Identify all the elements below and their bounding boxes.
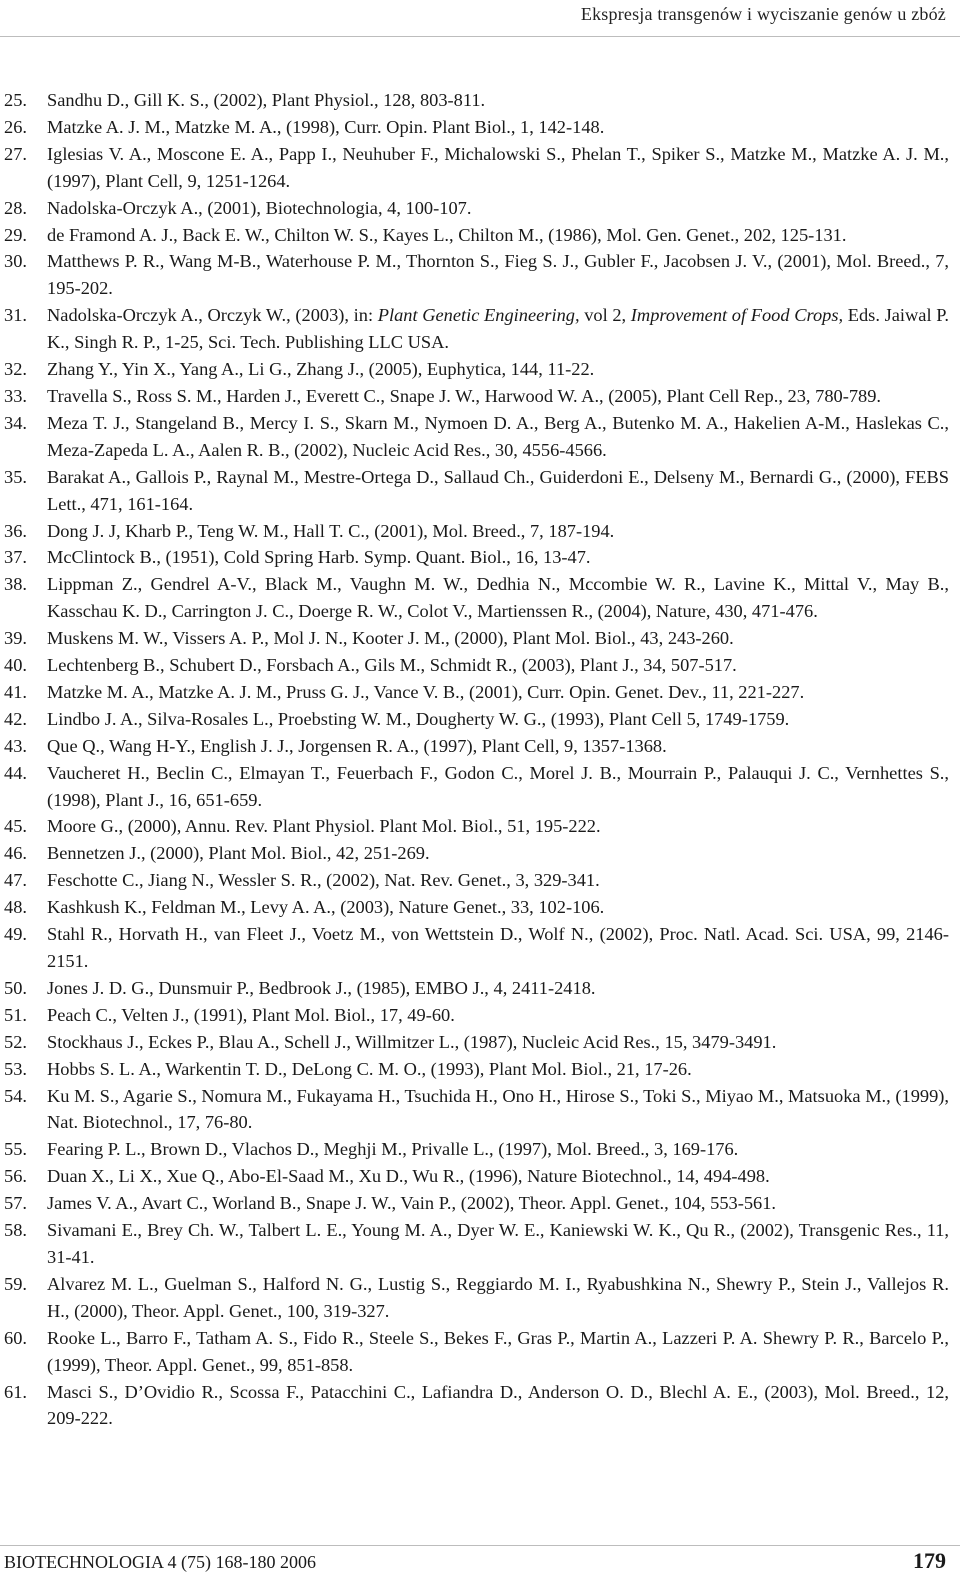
reference-number: 30. — [4, 251, 27, 272]
reference-number: 50. — [4, 977, 27, 998]
reference-item — [4, 1190, 949, 1217]
reference-text: Sivamani E., Brey Ch. W., Talbert L. E., Young M. A., Dyer W. E., Kaniewski W. K., Qu R., (2002), Transgenic Res., 11, 31-41. — [47, 1220, 949, 1267]
reference-text: Vaucheret H., Beclin C., Elmayan T., Feuerbach F., Godon C., Morel J. B., Mourrain P., Palauqui J. C., Vernhettes S., (1998), Plant J., 16, 651-659. — [47, 762, 949, 810]
reference-text: Matzke A. J. M., Matzke M. A., (1998), Curr. Opin. Plant Biol., 1, 142-148. — [47, 116, 605, 137]
reference-item — [4, 518, 949, 545]
reference-number: 61. — [4, 1381, 27, 1402]
reference-number: 38. — [4, 574, 27, 595]
reference-number: 55. — [4, 1139, 27, 1160]
reference-text: Alvarez M. L., Guelman S., Halford N. G., Lustig S., Reggiardo M. I., Ryabushkina N., Shewry P., Stein J., Vallejos R. H., (2000), Theor. Appl. Genet., 100, 319-327. — [47, 1273, 949, 1321]
reference-item — [4, 571, 949, 625]
reference-text-volume: vol 2, — [579, 305, 631, 326]
reference-item — [4, 114, 949, 141]
reference-text: Rooke L., Barro F., Tatham A. S., Fido R., Steele S., Bekes F., Gras P., Martin A., Lazzeri P. A. Shewry P. R., Barcelo P., (1999), Theor. Appl. Genet., 99, 851-858. — [47, 1327, 949, 1375]
reference-text: James V. A., Avart C., Worland B., Snape J. W., Vain P., (2002), Theor. Appl. Genet., 104, 553-561. — [47, 1193, 777, 1214]
page-number: 179 — [913, 1548, 946, 1573]
reference-number: 43. — [4, 735, 27, 756]
reference-number: 60. — [4, 1327, 27, 1348]
reference-number: 35. — [4, 466, 27, 487]
reference-text: Lippman Z., Gendrel A-V., Black M., Vaughn M. W., Dedhia N., Mccombie W. R., Lavine K., Mittal V., May B., Kasschau K. D., Carrington J. C., Doerge R. W., Colot V., Martienssen R., (2004), Nature, 430, 471-476. — [47, 574, 949, 622]
reference-item — [4, 760, 949, 814]
reference-item — [4, 222, 949, 249]
reference-item — [4, 652, 949, 679]
reference-number: 53. — [4, 1058, 27, 1079]
reference-item — [4, 87, 949, 114]
reference-text: Duan X., Li X., Xue Q., Abo-El-Saad M., Xu D., Wu R., (1996), Nature Biotechnol., 14, 494-498. — [47, 1166, 770, 1187]
header-divider — [0, 36, 960, 37]
reference-text: Zhang Y., Yin X., Yang A., Li G., Zhang J., (2005), Euphytica, 144, 11-22. — [47, 359, 595, 380]
reference-item — [4, 1056, 949, 1083]
reference-item — [4, 1002, 949, 1029]
reference-number: 25. — [4, 90, 27, 110]
reference-text: Lindbo J. A., Silva-Rosales L., Proebsting W. M., Dougherty W. G., (1993), Plant Cell 5, 1749-1759. — [47, 708, 790, 729]
reference-text: Nadolska-Orczyk A., (2001), Biotechnologia, 4, 100-107. — [47, 197, 472, 218]
reference-number: 36. — [4, 520, 27, 541]
reference-item — [4, 1163, 949, 1190]
reference-item — [4, 867, 949, 894]
book-title: Plant Genetic Engineering, — [377, 305, 580, 326]
reference-list — [4, 87, 949, 1432]
reference-number: 37. — [4, 547, 27, 568]
reference-text: Travella S., Ross S. M., Harden J., Everett C., Snape J. W., Harwood W. A., (2005), Plant Cell Rep., 23, 780-789. — [47, 385, 882, 406]
reference-number: 31. — [4, 305, 27, 326]
reference-item — [4, 248, 949, 302]
reference-number: 59. — [4, 1273, 27, 1294]
reference-text: Sandhu D., Gill K. S., (2002), Plant Physiol., 128, 803-811. — [47, 90, 486, 110]
reference-number: 26. — [4, 116, 27, 137]
reference-number: 58. — [4, 1220, 27, 1241]
reference-text: Iglesias V. A., Moscone E. A., Papp I., Neuhuber F., Michalowski S., Phelan T., Spiker S., Matzke M., Matzke A. J. M., (1997), Plant Cell, 9, 1251-1264. — [47, 143, 949, 191]
reference-item — [4, 464, 949, 518]
reference-item — [4, 1325, 949, 1379]
reference-item — [4, 921, 949, 975]
reference-text: de Framond A. J., Back E. W., Chilton W. S., Kayes L., Chilton M., (1986), Mol. Gen. Genet., 202, 125-131. — [47, 224, 847, 245]
reference-text: Hobbs S. L. A., Warkentin T. D., DeLong C. M. O., (1993), Plant Mol. Biol., 21, 17-26. — [47, 1058, 692, 1079]
reference-text: Lechtenberg B., Schubert D., Forsbach A., Gils M., Schmidt R., (2003), Plant J., 34, 507-517. — [47, 655, 737, 676]
reference-text: Feschotte C., Jiang N., Wessler S. R., (2002), Nat. Rev. Genet., 3, 329-341. — [47, 870, 600, 891]
reference-item — [4, 894, 949, 921]
reference-number: 51. — [4, 1004, 27, 1025]
reference-item — [4, 1271, 949, 1325]
reference-item — [4, 813, 949, 840]
reference-number: 32. — [4, 359, 27, 380]
reference-text: Fearing P. L., Brown D., Vlachos D., Meghji M., Privalle L., (1997), Mol. Breed., 3, 169-176. — [47, 1139, 739, 1160]
reference-item — [4, 1379, 949, 1433]
reference-text: Peach C., Velten J., (1991), Plant Mol. Biol., 17, 49-60. — [47, 1004, 455, 1025]
reference-item — [4, 1217, 949, 1271]
reference-number: 27. — [4, 143, 27, 164]
reference-number: 41. — [4, 681, 27, 702]
reference-text-prefix: Nadolska-Orczyk A., Orczyk W., (2003), in: — [47, 305, 378, 326]
book-subtitle: Improvement of Food Crops, — [630, 305, 844, 326]
reference-number: 33. — [4, 385, 27, 406]
reference-item — [4, 356, 949, 383]
reference-number: 48. — [4, 897, 27, 918]
reference-item — [4, 706, 949, 733]
reference-number: 44. — [4, 762, 27, 783]
reference-item — [4, 410, 949, 464]
reference-number: 29. — [4, 224, 27, 245]
reference-number: 47. — [4, 870, 27, 891]
reference-item — [4, 840, 949, 867]
reference-text: Meza T. J., Stangeland B., Mercy I. S., Skarn M., Nymoen D. A., Berg A., Butenko M. A., Hakelien A-M., Haslekas C., Meza-Zapeda L. A., Aalen R. B., (2002), Nucleic Acid Res., 30, 4556-4566. — [47, 412, 949, 460]
reference-text: Ku M. S., Agarie S., Nomura M., Fukayama H., Tsuchida H., Ono H., Hirose S., Toki S., Miyao M., Matsuoka M., (1999), Nat. Biotechnol., 17, 76-80. — [47, 1085, 949, 1133]
running-title: Ekspresja transgenów i wyciszanie genów u zbóż — [580, 4, 946, 24]
reference-text: Dong J. J, Kharb P., Teng W. M., Hall T. C., (2001), Mol. Breed., 7, 187-194. — [47, 520, 615, 541]
reference-text: Matzke M. A., Matzke A. J. M., Pruss G. J., Vance V. B., (2001), Curr. Opin. Genet. Dev., 11, 221-227. — [47, 681, 805, 702]
reference-text: Masci S., D’Ovidio R., Scossa F., Patacchini C., Lafiandra D., Anderson O. D., Blechl A. E., (2003), Mol. Breed., 12, 209-222. — [47, 1381, 949, 1429]
reference-item — [4, 1029, 949, 1056]
reference-number: 54. — [4, 1085, 27, 1106]
reference-item — [4, 1136, 949, 1163]
reference-number: 46. — [4, 843, 27, 864]
reference-text: Jones J. D. G., Dunsmuir P., Bedbrook J., (1985), EMBO J., 4, 2411-2418. — [47, 977, 596, 998]
reference-item — [4, 544, 949, 571]
reference-number: 40. — [4, 655, 27, 676]
reference-text: Matthews P. R., Wang M-B., Waterhouse P. M., Thornton S., Fieg S. J., Gubler F., Jacobsen J. V., (2001), Mol. Breed., 7, 195-202. — [47, 251, 949, 299]
reference-text-suffix: Eds. Jaiwal P. K., Singh R. P., 1-25, Sci. Tech. Publishing LLC USA. — [47, 305, 949, 353]
reference-text: Stockhaus J., Eckes P., Blau A., Schell J., Willmitzer L., (1987), Nucleic Acid Res., 15, 3479-3491. — [47, 1031, 777, 1052]
reference-item — [4, 1083, 949, 1137]
reference-item — [4, 302, 949, 356]
reference-number: 34. — [4, 412, 27, 433]
reference-item — [4, 141, 949, 195]
reference-text: Que Q., Wang H-Y., English J. J., Jorgensen R. A., (1997), Plant Cell, 9, 1357-1368. — [47, 735, 667, 756]
reference-text: Muskens M. W., Vissers A. P., Mol J. N., Kooter J. M., (2000), Plant Mol. Biol., 43, 243-260. — [47, 628, 734, 649]
reference-number: 57. — [4, 1193, 27, 1214]
footer-divider — [0, 1545, 960, 1546]
reference-number: 49. — [4, 924, 27, 945]
reference-item — [4, 679, 949, 706]
reference-item — [4, 383, 949, 410]
reference-number: 45. — [4, 816, 27, 837]
reference-text: Bennetzen J., (2000), Plant Mol. Biol., 42, 251-269. — [47, 843, 430, 864]
reference-text: Kashkush K., Feldman M., Levy A. A., (2003), Nature Genet., 33, 102-106. — [47, 897, 605, 918]
reference-text: McClintock B., (1951), Cold Spring Harb. Symp. Quant. Biol., 16, 13-47. — [47, 547, 591, 568]
reference-number: 42. — [4, 708, 27, 729]
reference-item — [4, 195, 949, 222]
reference-item — [4, 733, 949, 760]
reference-number: 56. — [4, 1166, 27, 1187]
reference-text: Stahl R., Horvath H., van Fleet J., Voetz M., von Wettstein D., Wolf N., (2002), Proc. Natl. Acad. Sci. USA, 99, 2146-2151. — [47, 924, 949, 971]
reference-number: 28. — [4, 197, 27, 218]
reference-number: 52. — [4, 1031, 27, 1052]
reference-number: 39. — [4, 628, 27, 649]
reference-text: Barakat A., Gallois P., Raynal M., Mestre-Ortega D., Sallaud Ch., Guiderdoni E., Delseny M., Bernardi G., (2000), FEBS Lett., 471, 161-164. — [47, 466, 949, 514]
journal-citation: BIOTECHNOLOGIA 4 (75) 168-180 2006 — [4, 1552, 316, 1572]
reference-item — [4, 975, 949, 1002]
reference-item — [4, 625, 949, 652]
reference-text: Moore G., (2000), Annu. Rev. Plant Physiol. Plant Mol. Biol., 51, 195-222. — [47, 816, 601, 837]
